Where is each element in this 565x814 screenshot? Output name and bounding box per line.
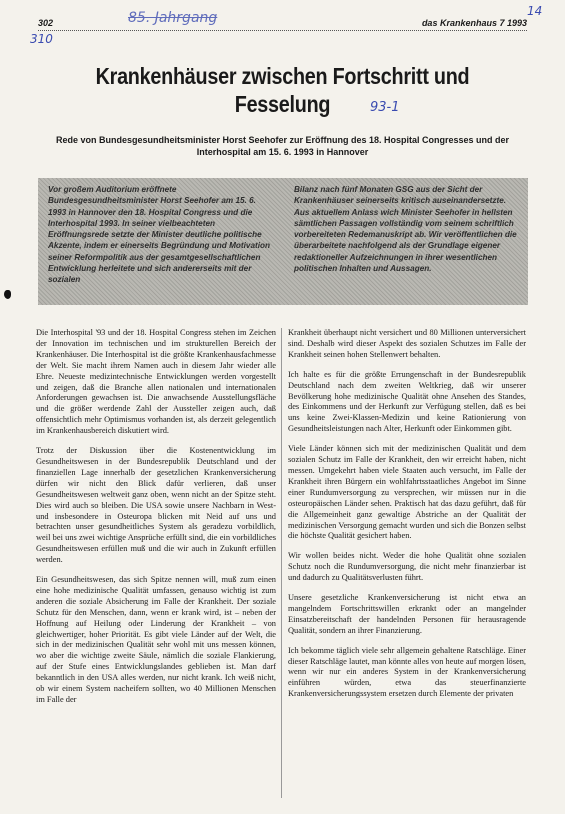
article-title: Krankenhäuser zwischen Fortschritt und Fesselung [95,63,470,117]
intro-box [38,178,528,305]
paragraph: Krankheit überhaupt nicht versichert und 80 Millionen unterversichert sind. Deshalb wird dieser Aspekt des sozialen Schutzes im Falle der Krankheit seinen hohen Stellenwert behalten. [288,328,526,359]
handwritten-note-right: 14 [527,4,543,18]
body-column-right [288,328,526,709]
handwritten-note-volume: 85. Jahrgang [128,10,218,26]
intro-text-right: Bilanz nach fünf Monaten GSG aus der Sicht der Krankenhäuser seinerseits kritisch auseinandersetzte. Aus aktuellem Anlass wich Minister Seehofer in hellsten sämtlichen Passagen vollständig vom seinem schriftlich vorbereiteten Redemanuskript ab. Wir veröffentlichen die überarbeitete nachfolgend als der Grundlage eigener redaktioneller Aufzeichnungen in ihrer wesentlichen politischen Inhalten und Aussagen. [294,185,517,274]
handwritten-note-left: 310 [30,32,53,46]
handwritten-note-title: 93-1 [370,100,400,115]
paragraph: Ich halte es für die größte Errungenschaft in der Bundesrepublik Deutschland nach dem zweiten Weltkrieg, daß wir unserer Bevölkerung hohe medizinische Qualität ohne Ansehen des Standes, des Einkommens und der Herkunft zur Verfügung stellen, daß es bei uns keine Zwei-Klassen-Medizin und keine Rationierung von Gesundheitsleistungen nach Alter, Herkunft oder Einkommen gibt. [288,369,526,434]
paragraph: Ich bekomme täglich viele sehr allgemein gehaltene Ratschläge. Einer dieser Ratschläge lautet, man könnte alles von heute auf morgen lösen, wenn wir nur ein anderes System in der Krankenversicherung einführen würden, etwa das steuerfinanzierte Krankenversicherungssystem ersetzen durch Elemente der privaten [288,645,526,699]
paragraph: Wir wollen beides nicht. Weder die hohe Qualität ohne sozialen Schutz noch die Rundumversorgung, die nicht mehr finanzierbar ist und dadurch zu Qualitätsverlusten führt. [288,551,526,583]
page-number: 302 [38,18,54,28]
column-divider [281,328,282,798]
paragraph: Ein Gesundheitswesen, das sich Spitze nennen will, muß zum einen eine hohe medizinische Qualität umfassen, genauso wichtig ist zum anderen die soziale Absicherung im Falle der Krankheit. Der soziale Schutz für den Menschen, dann, wenn er krank wird, ist – neben der Hoffnung auf Heilung oder Linderung der Krankheit – von gleichwertiger, hoher Priorität. Es gibt viele Länder auf der Welt, die sich in der medizinischen Qualität sehr wohl mit uns messen können, wo aber die wichtige zweite Säule, nämlich die soziale Flankierung, auf der Stufe eines Entwicklungslandes geblieben ist. Man darf bekanntlich in den USA alles werden, nur nicht krank. Ich weiß nicht, ob wir einem System nacheifern sollten, wo 40 Millionen Menschen im Falle der [36,575,276,704]
body-column-left [36,328,276,715]
journal-name: das Krankenhaus 7 1993 [421,18,527,28]
intro-text-left: Vor großem Auditorium eröffnete Bundesgesundheitsminister Horst Seehofer am 15. 6. 1993 in Hannover den 18. Hospital Congress und die Interhospital 1993. In seiner vielbeachteten Eröffnungsrede setzte der Minister deutliche politische Akzente, indem er einerseits Begründung und Motivation seiner Reformpolitik aus der gesamtgesellschaftlichen Entwicklung herleitete und sich andererseits mit der sozialen [48,185,270,285]
article-subtitle: Rede von Bundesgesundheitsminister Horst Seehofer zur Eröffnung des 18. Hospital Congresses und der Interhospital am 15. 6. 1993 in Hannover [55,135,510,157]
running-header [38,18,527,31]
paragraph: Viele Länder können sich mit der medizinischen Qualität und dem sozialen Schutz im Falle der Krankheit, den wir erreicht haben, nicht messen. Umgekehrt haben viele Staaten auch versucht, im Falle der Krankheit ihren Bürgern ein wohlfahrtsstaatliches Angebot im Sinne einer Rundumversorgung zu versprechen, wir müssen nur in die osteuropäischen Länder sehen. Praktisch hat das dazu geführt, daß für die Allgemeinheit ganz gewaltige Abstriche an der Qualität der medizinischen Versorgung gemacht wurden und sich die Bonzen selbst die höchste Qualität gesichert haben. [288,444,526,541]
paragraph: Trotz der Diskussion über die Kostenentwicklung im Gesundheitswesen in der Bundesrepublik Deutschland und der finanziellen Lage innerhalb der gesetzlichen Krankenversicherung dürfen wir nicht den Blick dafür verlieren, daß unser Gesundheitswesen weltweit ganz oben, wenn nicht an der Spitze steht. Dies wird auch so bleiben. Die USA sowie unsere Nachbarn in West- und insbesondere in Osteuropa blicken mit Neid auf uns und betrachten unser gesundheitliches System als geradezu vorbildlich, weil bei uns zwei wichtige Ansprüche erfüllt sind, die ein vorbildliches Gesundheitswesen erfüllen muß und die wir auch in Zukunft erfüllen werden. [36,446,276,565]
paragraph: Die Interhospital '93 und der 18. Hospital Congress stehen im Zeichen der Innovation im technischen und im strukturellen Bereich der Krankenhäuser. Die Interhospital ist die größte Krankenhausfachmesse der Welt. Sie macht ihrem Namen auch in diesem Jahr wieder alle Ehre. Neueste medizintechnische Entwicklungen werden vorgestellt und zeigen, daß die Branche allen nationalen und internationalen Anforderungen gewachsen ist. Die anwachsende Ausstellungsfläche und die größer werdende Zahl der Aussteller zeigen auch, daß offensichtlich mehr Optimismus vorhanden ist, als derzeit gelegentlich im Krankenhausbereich diskutiert wird. [36,328,276,436]
punch-hole-mark [4,290,11,299]
paragraph: Unsere gesetzliche Krankenversicherung ist nicht etwa an mangelndem Fortschrittswillen erkrankt oder an mangelnder Einsatzbereitschaft der handelnden Personen für herausragende Qualität, sondern an ihrer Finanzierung. [288,593,526,635]
